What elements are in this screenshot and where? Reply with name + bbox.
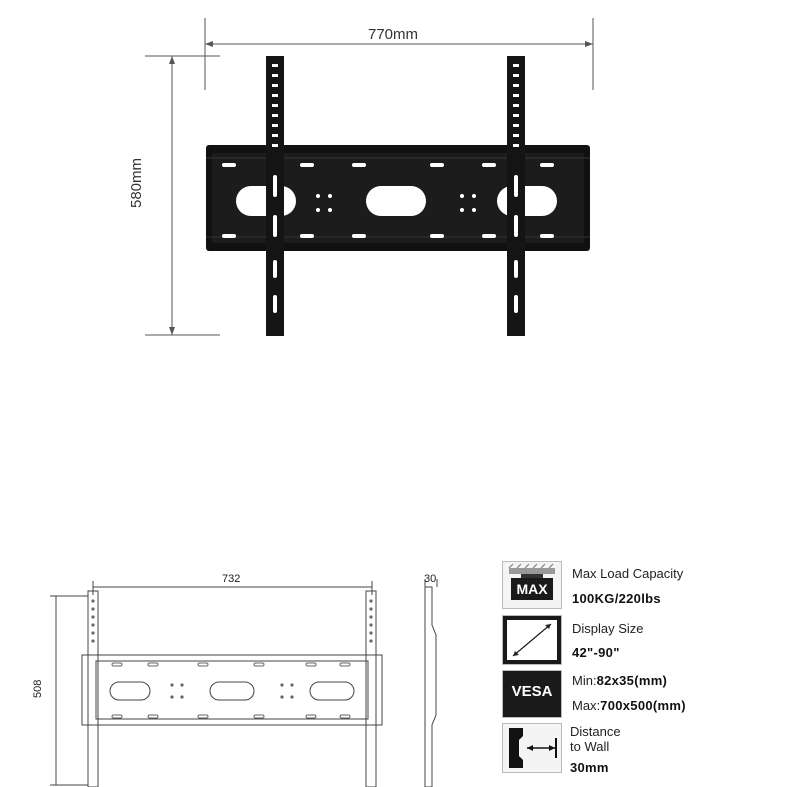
display-size-label: Display Size: [572, 621, 644, 636]
display-size-value: 42"-90": [572, 645, 620, 660]
drawing-width-label: 732: [222, 573, 241, 585]
distance-label-line1: Distance: [570, 724, 621, 739]
distance-value: 30mm: [570, 760, 609, 775]
technical-drawing: [0, 565, 470, 787]
vesa-min-value: 82x35(mm): [596, 673, 668, 688]
distance-label: [570, 724, 621, 754]
drawing-depth-label: 30: [424, 573, 437, 585]
screen-diagonal-icon: [502, 615, 562, 665]
height-dimension-label: 580mm: [128, 157, 145, 208]
vesa-max-row: [572, 698, 686, 713]
max-load-value: 100KG/220lbs: [572, 591, 661, 606]
vesa-icon: [502, 670, 562, 718]
max-badge: MAX: [511, 578, 553, 600]
product-photo: [0, 0, 790, 360]
vesa-badge: VESA: [511, 683, 553, 700]
vesa-min-row: [572, 673, 667, 688]
drawing-height-label: 508: [32, 679, 44, 698]
max-load-label: Max Load Capacity: [572, 566, 684, 581]
width-dimension-label: 770mm: [368, 26, 419, 43]
vesa-max-label: Max:: [572, 698, 601, 713]
vesa-max-value: 700x500(mm): [600, 698, 686, 713]
weight-icon: [502, 561, 562, 609]
vesa-min-label: Min:: [572, 673, 597, 688]
wall-distance-icon: [502, 723, 562, 773]
distance-label-line2: to Wall: [570, 739, 610, 754]
